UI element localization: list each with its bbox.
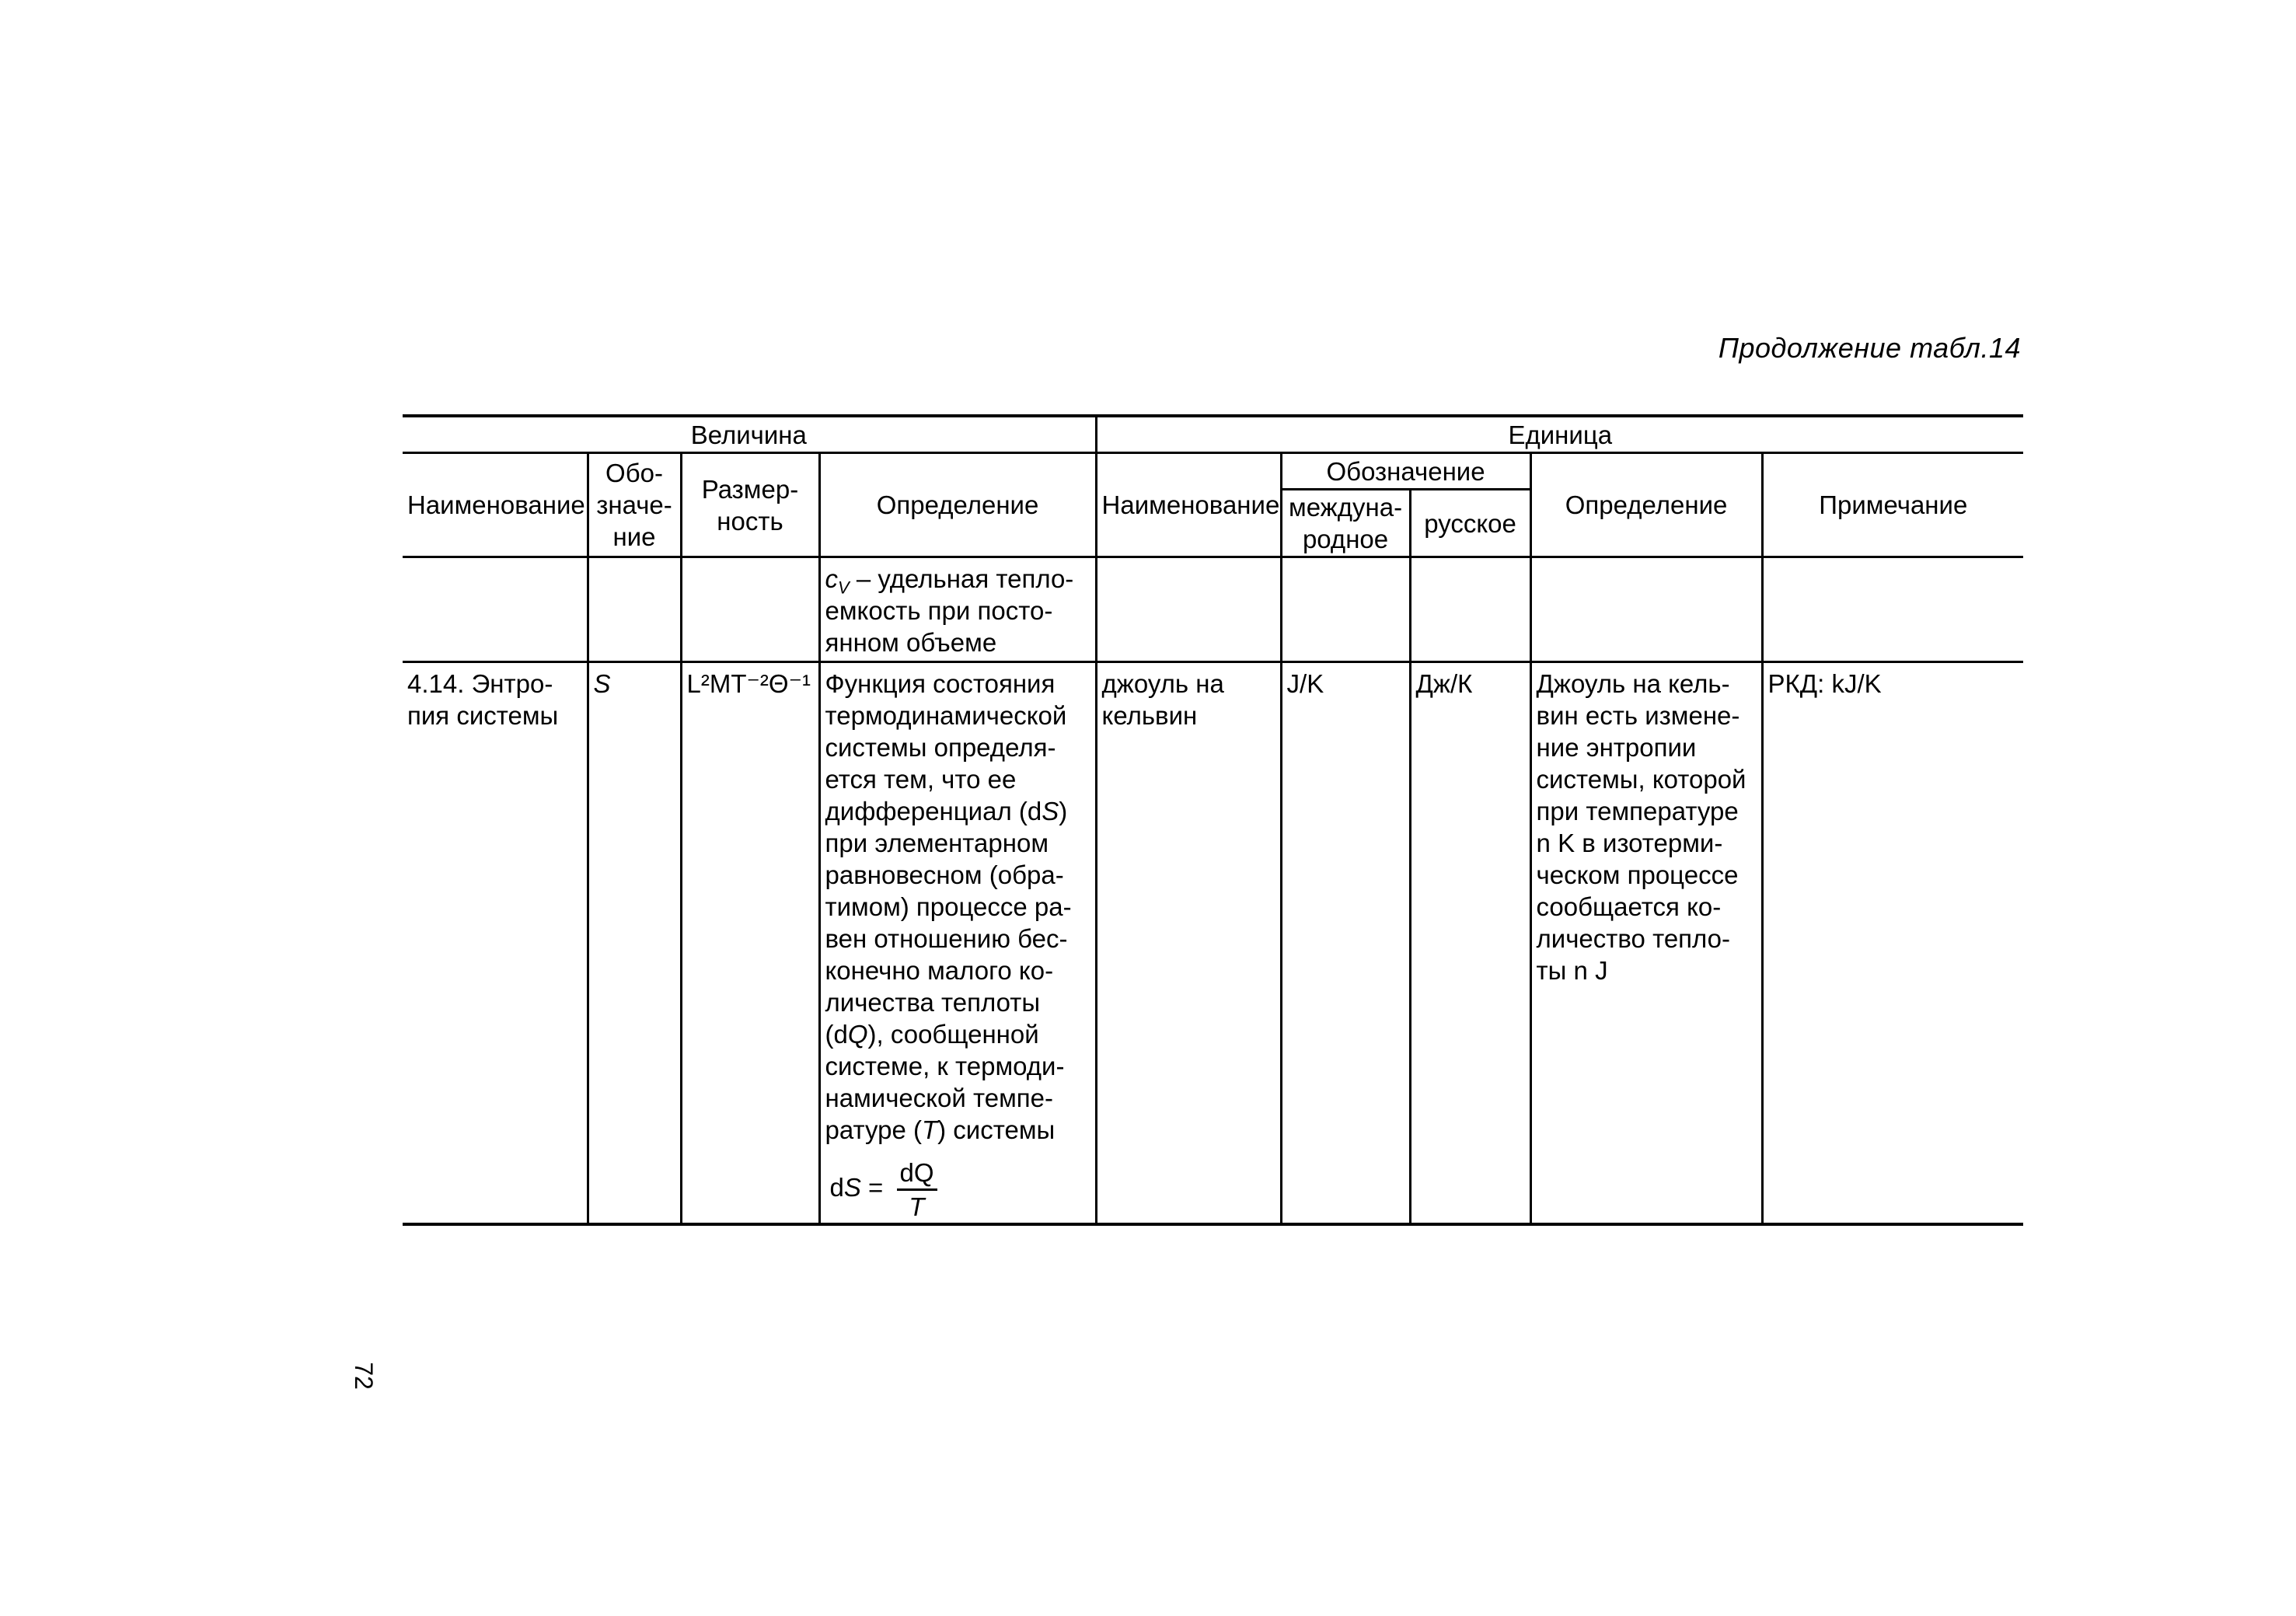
row1-definition-symbol-sub: V (838, 578, 850, 598)
row1-unit-ru (1410, 557, 1530, 662)
row2-symbol-cell (588, 662, 681, 1225)
formula-lhs-var: S (843, 1173, 861, 1202)
header-unit-note: Примечание (1762, 453, 2023, 557)
row2-definition-part3: ), сообщенной системе, к термоди- намической темпе- ратуре ( (825, 1020, 1065, 1144)
row1-unit-name (1096, 557, 1281, 662)
header-unit-symbol-ru: русское (1410, 490, 1530, 557)
row1-dimension (681, 557, 819, 662)
formula-fraction (897, 1157, 937, 1223)
row2-definition-var-t: T (921, 1115, 938, 1144)
row1-note (1762, 557, 2023, 662)
row2-unit-intl: J/K (1281, 662, 1410, 1225)
row2-dimension: L²MT⁻²Θ⁻¹ (681, 662, 819, 1225)
header-quantity-dimension: Размер- ность (681, 453, 819, 557)
header-unit-name: Наименование (1096, 453, 1281, 557)
header-unit-symbol-group: Обозначение (1281, 453, 1530, 490)
row2-symbol: S (593, 669, 611, 698)
header-unit-symbol-intl: междуна- родное (1281, 490, 1410, 557)
row1-symbol (588, 557, 681, 662)
row2-name: 4.14. Энтро- пия системы (403, 662, 588, 1225)
header-quantity-name: Наименование (403, 453, 588, 557)
formula-equals: = (860, 1173, 884, 1202)
header-quantity-symbol: Обо- значе- ние (588, 453, 681, 557)
row2-note: РКД: kJ/K (1762, 662, 2023, 1225)
row2-definition-part4: ) системы (937, 1115, 1056, 1144)
row2-unit-definition: Джоуль на кель- вин есть измене- ние энтропии системы, которой при температуре n K в изотерми- ческом процессе сообщается ко- личество тепло- ты n J (1530, 662, 1762, 1225)
row1-definition-text: – удельная тепло- емкость при посто- янном объеме (825, 564, 1074, 657)
entropy-formula (825, 1157, 1090, 1223)
row2-unit-ru: Дж/К (1410, 662, 1530, 1225)
header-quantity-group: Величина (403, 416, 1096, 453)
row2-definition-part2: ) при элементарном равновесном (обра- тимом) процессе ра- вен отношению бес- конечно малого ко- личества теплоты (d (825, 797, 1072, 1049)
row1-definition (819, 557, 1096, 662)
row1-unit-intl (1281, 557, 1410, 662)
row2-definition-var-s: S (1042, 797, 1059, 825)
units-table (403, 414, 2023, 1226)
page-number: 72 (350, 1362, 378, 1390)
row2-definition-part1: Функция состояния термодинамической системы определя- ется тем, что ее дифференциал (d (825, 669, 1067, 825)
header-unit-definition: Определение (1530, 453, 1762, 557)
header-unit-group: Единица (1096, 416, 2023, 453)
row2-definition-var-q: Q (847, 1020, 868, 1049)
formula-lhs-d: d (829, 1173, 844, 1202)
row2-definition (819, 662, 1096, 1225)
header-quantity-definition: Определение (819, 453, 1096, 557)
table-caption: Продолжение табл.14 (1718, 332, 2021, 364)
formula-denominator: T (909, 1192, 925, 1221)
formula-numerator: dQ (897, 1157, 937, 1191)
row2-unit-name: джоуль на кельвин (1096, 662, 1281, 1225)
row1-unit-definition (1530, 557, 1762, 662)
row1-definition-symbol: c (825, 564, 838, 593)
row1-name (403, 557, 588, 662)
